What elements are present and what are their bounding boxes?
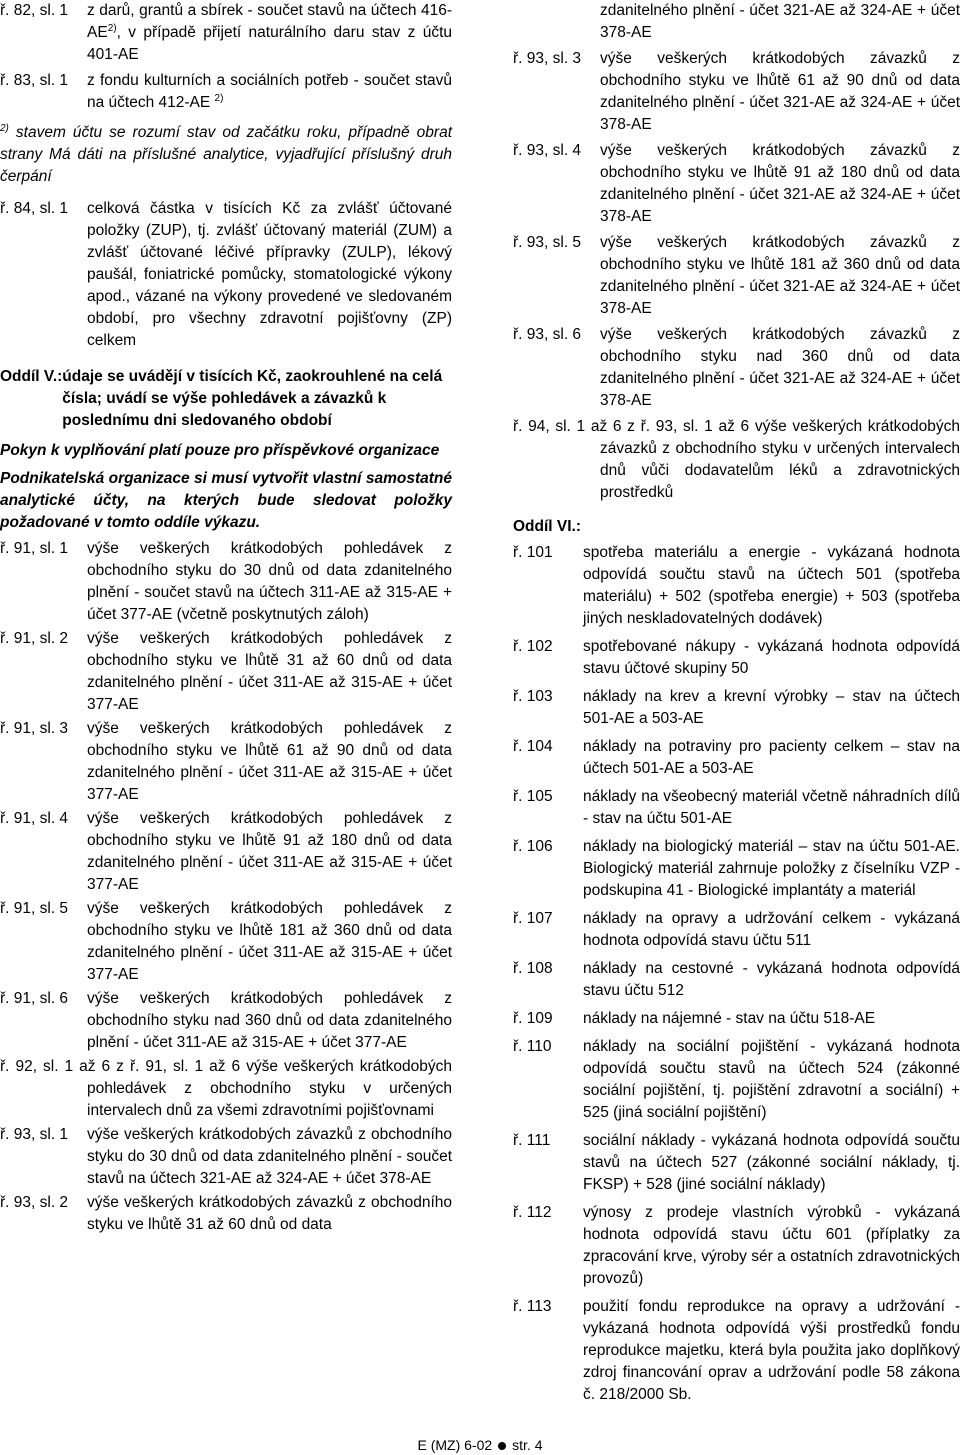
entry-label: ř. 93, sl. 4 xyxy=(513,142,582,159)
list-item xyxy=(513,786,960,830)
entry-label: ř. 110 xyxy=(513,1038,552,1055)
entry-label: ř. 106 xyxy=(513,838,553,855)
page-footer xyxy=(0,1436,960,1454)
list-item xyxy=(513,1008,960,1030)
list-item xyxy=(513,140,960,228)
list-item xyxy=(513,736,960,780)
entry-text: z fondu kulturních a sociálních potřeb - součet stavů na účtech 412-AE $^{2)}$ xyxy=(87,72,452,111)
page-number: str. 4 xyxy=(512,1437,543,1453)
list-item xyxy=(513,416,960,504)
entry-text: spotřeba materiálu a energie - vykázaná hodnota odpovídá součtu stavů na účtech 501 (spotřeba materiálu) + 502 (spotřeba energie) + 503 (spotřeba jiných neskladovatelných dodávek) xyxy=(583,544,960,627)
entry-text: náklady na sociální pojištění - vykázaná hodnota odpovídá součtu stavů na účtech 524 (zákonné sociální pojištění, tj. pojištění zdravotní a sociální) + 525 (jiná sociální pojištění) xyxy=(583,1038,960,1121)
list-item xyxy=(513,1202,960,1290)
entry-label: ř. 84, sl. 1 xyxy=(0,200,69,217)
entry-text: náklady na opravy a udržování celkem - vykázaná hodnota odpovídá stavu účtu 511 xyxy=(583,910,960,949)
list-item xyxy=(513,1296,960,1406)
entry-text: náklady na nájemné - stav na účtu 518-AE xyxy=(583,1010,876,1027)
list-item xyxy=(0,1056,452,1122)
entry-label: ř. 93, sl. 6 xyxy=(513,326,582,343)
entry-text: výše veškerých krátkodobých pohledávek z obchodního styku ve lhůtě 91 až 180 dnů od data zdanitelného plnění - účet 311-AE až 315-AE + účet 377-AE xyxy=(87,810,452,893)
entry-text: náklady na krev a krevní výrobky – stav na účtech 501-AE a 503-AE xyxy=(583,688,960,727)
entry-label: ř. 111 xyxy=(513,1132,551,1149)
list-item xyxy=(513,232,960,320)
entry-text: použití fondu reprodukce na opravy a udržování - vykázaná hodnota odpovídá výši prostředků fondu reprodukce majetku, která byla použita jako doplňkový zdroj financování oprav a udržování podle 58 zákona č. 218/2000 Sb. xyxy=(583,1298,960,1403)
entry-text: výše veškerých krátkodobých závazků z obchodního styku ve lhůtě 61 až 90 dnů od data zdanitelného plnění - účet 321-AE až 324-AE + účet 378-AE xyxy=(600,50,960,133)
list-item xyxy=(0,538,452,626)
entry-text: náklady na biologický materiál – stav na účtu 501-AE. Biologický materiál zahrnuje položky z číselníku VZP - podskupina 41 - Biologické implantáty a materiál xyxy=(583,838,960,899)
entry-label: ř. 107 xyxy=(513,910,553,927)
form-code: E (MZ) 6-02 xyxy=(417,1437,493,1453)
entry-label: ř. 109 xyxy=(513,1010,553,1027)
section-heading-oddil-v xyxy=(0,366,452,432)
list-item xyxy=(513,48,960,136)
entry-label: ř. 92, sl. 1 až 6 z ř. 91, sl. 1 až 6 xyxy=(0,1058,241,1075)
instruction-note: Pokyn k vyplňování platí pouze pro příspěvkové organizace xyxy=(0,442,440,459)
list-item xyxy=(513,1036,960,1124)
list-item xyxy=(513,958,960,1002)
entry-label: ř. 93, sl. 5 xyxy=(513,234,582,251)
list-item xyxy=(513,836,960,902)
list-item xyxy=(0,808,452,896)
entry-label: ř. 108 xyxy=(513,960,553,977)
entry-text: z darů, grantů a sbírek - součet stavů na účtech 416-AE$^{2)}$, v případě přijetí naturálního daru stav z účtu 401-AE xyxy=(87,2,452,63)
list-item xyxy=(0,718,452,806)
section-heading-oddil-vi: Oddíl VI.: xyxy=(513,518,582,535)
entry-label: ř. 93, sl. 3 xyxy=(513,50,582,67)
list-item xyxy=(0,988,452,1054)
entry-text: ř. 94, sl. 1 až 6 z ř. 93, sl. 1 až 6 výše veškerých krátkodobých závazků z obchodního styku v určených intervalech dnů vůči dodavatelům léků a zdravotnických prostředků xyxy=(513,418,960,501)
left-column xyxy=(0,0,452,1236)
continuation-text: zdanitelného plnění - účet 321-AE až 324-AE + účet 378-AE xyxy=(600,2,960,41)
entry-text: výše veškerých krátkodobých závazků z obchodního styku nad 360 dnů od data zdanitelného plnění - účet 321-AE až 324-AE + účet 378-AE xyxy=(600,326,960,409)
entry-text: výše veškerých krátkodobých závazků z obchodního styku ve lhůtě 91 až 180 dnů od data zdanitelného plnění - účet 321-AE až 324-AE + účet 378-AE xyxy=(600,142,960,225)
entry-label: ř. 112 xyxy=(513,1204,552,1221)
entry-label: ř. 91, sl. 5 xyxy=(0,900,69,917)
entry-label: ř. 102 xyxy=(513,638,553,655)
cost-rows-list xyxy=(513,542,960,1406)
right-column xyxy=(513,0,960,1406)
entry-label: ř. 93, sl. 1 xyxy=(0,1126,69,1143)
entry-label: ř. 113 xyxy=(513,1298,552,1315)
entry-text: výše veškerých krátkodobých závazků z obchodního styku do 30 dnů od data zdanitelného plnění - součet stavů na účtech 321-AE až 324-AE + účet 378-AE xyxy=(87,1126,452,1187)
entry-label: ř. 93, sl. 2 xyxy=(0,1194,69,1211)
entry-label: ř. 94, sl. 1 až 6 z ř. 93, sl. 1 až 6 xyxy=(513,418,750,435)
entry-label: ř. 91, sl. 4 xyxy=(0,810,69,827)
entry-text: výnosy z prodeje vlastních výrobků - vykázaná hodnota odpovídá stavu účtu 601 (příplatky za zpracování krve, výroby sér a ostatních zdravotnických provozů) xyxy=(583,1204,960,1287)
entry-label: ř. 105 xyxy=(513,788,553,805)
entry-text: celková částka v tisících Kč za zvlášť účtované položky (ZUP), tj. zvlášť účtovaný materiál (ZUM) a zvlášť účtované léčivé přípravky (ZULP), lékový paušál, foniatrické pomůcky, stomatologické výkony apod., vázané na výkony provedené ve sledovaném období, pro všechny zdravotní pojišťovny (ZP) celkem xyxy=(87,200,452,349)
section-text: údaje se uvádějí v tisících Kč, zaokrouhlené na celá čísla; uvádí se výše pohledávek a závazků k poslednímu dni sledovaného období xyxy=(62,368,443,429)
entry-text: výše veškerých krátkodobých pohledávek z obchodního styku ve lhůtě 31 až 60 dnů od data zdanitelného plnění - účet 311-AE až 315-AE + účet 377-AE xyxy=(87,630,452,713)
entry-r83 xyxy=(0,70,452,114)
entry-text: ř. 92, sl. 1 až 6 z ř. 91, sl. 1 až 6 výše veškerých krátkodobých pohledávek z obchodního styku v určených intervalech dnů za všemi zdravotními pojišťovnami xyxy=(0,1058,452,1119)
receivables-list xyxy=(0,538,452,1236)
entry-r84 xyxy=(0,198,452,352)
business-note: Podnikatelská organizace si musí vytvořit vlastní samostatné analytické účty, na kterých bude sledovat položky požadované v tomto oddíle výkazu. xyxy=(0,470,452,531)
entry-text: spotřebované nákupy - vykázaná hodnota odpovídá stavu účtové skupiny 50 xyxy=(583,638,960,677)
entry-text: sociální náklady - vykázaná hodnota odpovídá součtu stavů na účtech 527 (zákonné sociální náklady, tj. FKSP) + 528 (jiné sociální náklady) xyxy=(583,1132,960,1193)
entry-text: náklady na všeobecný materiál včetně náhradních dílů - stav na účtu 501-AE xyxy=(583,788,960,827)
entry-label: ř. 104 xyxy=(513,738,553,755)
list-item xyxy=(0,628,452,716)
entry-text: náklady na cestovné - vykázaná hodnota odpovídá stavu účtu 512 xyxy=(583,960,960,999)
entry-label: ř. 103 xyxy=(513,688,553,705)
entry-label: ř. 101 xyxy=(513,544,553,561)
entry-text: výše veškerých krátkodobých pohledávek z obchodního styku ve lhůtě 181 až 360 dnů od data zdanitelného plnění - účet 311-AE až 315-AE + účet 377-AE xyxy=(87,900,452,983)
list-item xyxy=(513,542,960,630)
list-item xyxy=(513,908,960,952)
liabilities-list xyxy=(513,48,960,504)
entry-label: ř. 83, sl. 1 xyxy=(0,72,69,89)
list-item xyxy=(0,898,452,986)
entry-label: ř. 91, sl. 1 xyxy=(0,540,69,557)
list-item xyxy=(0,1124,452,1190)
entry-text: výše veškerých krátkodobých pohledávek z obchodního styku do 30 dnů od data zdanitelného plnění - součet stavů na účtech 311-AE až 315-AE + účet 377-AE (včetně poskytnutých záloh) xyxy=(87,540,452,623)
entry-label: ř. 82, sl. 1 xyxy=(0,2,69,19)
list-item xyxy=(513,636,960,680)
entry-label: ř. 91, sl. 3 xyxy=(0,720,69,737)
entry-r82 xyxy=(0,0,452,66)
entry-text: výše veškerých krátkodobých závazků z obchodního styku ve lhůtě 31 až 60 dnů od data xyxy=(87,1194,452,1233)
entry-text: výše veškerých krátkodobých závazků z obchodního styku ve lhůtě 181 až 360 dnů od data zdanitelného plnění - účet 321-AE až 324-AE + účet 378-AE xyxy=(600,234,960,317)
list-item xyxy=(0,1192,452,1236)
entry-text: výše veškerých krátkodobých pohledávek z obchodního styku ve lhůtě 61 až 90 dnů od data zdanitelného plnění - účet 311-AE až 315-AE + účet 377-AE xyxy=(87,720,452,803)
entry-label: ř. 91, sl. 6 xyxy=(0,990,69,1007)
entry-text: výše veškerých krátkodobých pohledávek z obchodního styku nad 360 dnů od data zdanitelného plnění - účet 311-AE až 315-AE + účet 377-AE xyxy=(87,990,452,1051)
entry-label: ř. 91, sl. 2 xyxy=(0,630,69,647)
list-item xyxy=(513,1130,960,1196)
bullet-icon xyxy=(498,1442,506,1450)
list-item xyxy=(513,324,960,412)
list-item xyxy=(513,686,960,730)
section-label: Oddíl V.: xyxy=(0,368,63,385)
footnote: $^{2)}$ stavem účtu se rozumí stav od začátku roku, případně obrat strany Má dáti na příslušné analytice, vyjadřující příslušný druh čerpání xyxy=(0,122,452,185)
entry-text: náklady na potraviny pro pacienty celkem – stav na účtech 501-AE a 503-AE xyxy=(583,738,960,777)
